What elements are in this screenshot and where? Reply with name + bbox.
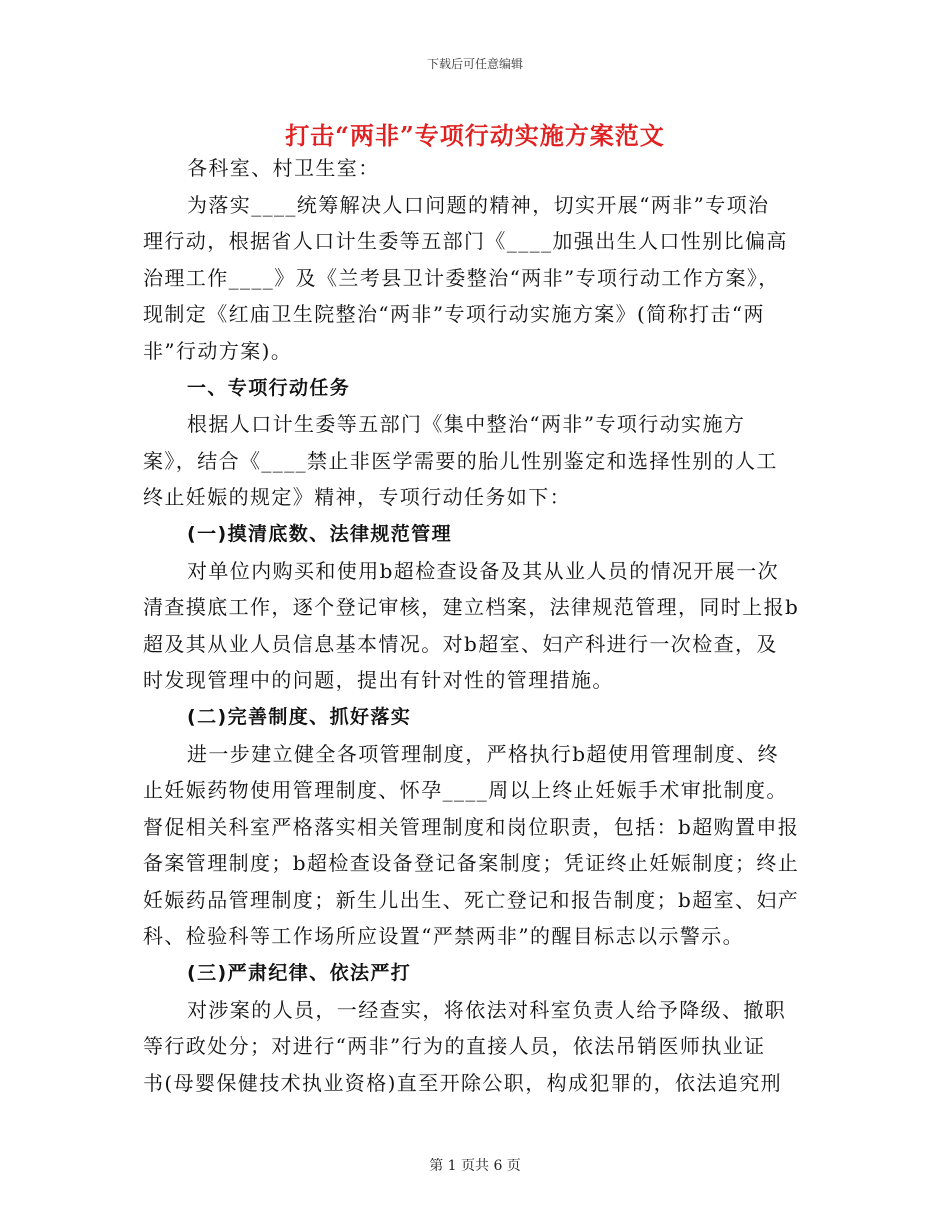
paragraph-line: 妊娠药品管理制度；新生儿出生、死亡登记和报告制度；b超室、妇产 bbox=[143, 887, 800, 912]
section-heading: 一、专项行动任务 bbox=[187, 376, 351, 399]
page-footer: 第 1 页共 6 页 bbox=[429, 1158, 521, 1174]
paragraph-line: 对单位内购买和使用b超检查设备及其从业人员的情况开展一次 bbox=[187, 558, 780, 583]
paragraph-line: 对涉案的人员，一经查实，将依法对科室负责人给予降级、撤职 bbox=[187, 997, 787, 1022]
paragraph-line: 等行政处分；对进行“两非”行为的直接人员，依法吊销医师执业证 bbox=[143, 1034, 766, 1059]
paragraph-line: 备案管理制度；b超检查设备登记备案制度；凭证终止妊娠制度；终止 bbox=[143, 851, 800, 876]
paragraph-line: 时发现管理中的问题，提出有针对性的管理措施。 bbox=[143, 668, 614, 693]
page-header: 下载后可任意编辑 bbox=[426, 57, 523, 71]
section-heading: (三)严肃纪律、依法严打 bbox=[187, 962, 412, 985]
paragraph-line: 科、检验科等工作场所应设置“严禁两非”的醒目标志以示警示。 bbox=[143, 924, 745, 949]
paragraph-line: 超及其从业人员信息基本情况。对b超室、妇产科进行一次检查，及 bbox=[143, 631, 778, 656]
paragraph-line: 书(母婴保健技术执业资格)直至开除公职，构成犯罪的，依法追究刑 bbox=[143, 1070, 783, 1095]
paragraph-line: 各科室、村卫生室： bbox=[187, 156, 380, 180]
paragraph-line: 督促相关科室严格落实相关管理制度和岗位职责，包括：b超购置申报 bbox=[143, 814, 800, 839]
section-heading: (二)完善制度、抓好落实 bbox=[187, 705, 412, 728]
document-body bbox=[143, 150, 808, 1101]
paragraph-line: 案》，结合《____禁止非医学需要的胎儿性别鉴定和选择性别的人工 bbox=[143, 448, 778, 473]
document-title: 打击“两非”专项行动实施方案范文 bbox=[285, 121, 665, 150]
paragraph-line: 止妊娠药物使用管理制度、怀孕____周以上终止妊娠手术审批制度。 bbox=[143, 778, 788, 803]
paragraph-line: 根据人口计生委等五部门《集中整治“两非”专项行动实施方 bbox=[187, 412, 746, 437]
paragraph-line: 现制定《红庙卫生院整治“两非”专项行动实施方案》(简称打击“两 bbox=[143, 302, 765, 327]
paragraph-line: 进一步建立健全各项管理制度，严格执行b超使用管理制度、终 bbox=[187, 741, 780, 766]
paragraph-line: 治理工作____》及《兰考县卫计委整治“两非”专项行动工作方案》， bbox=[143, 265, 780, 290]
paragraph-line: 为落实____统筹解决人口问题的精神，切实开展“两非”专项治 bbox=[187, 192, 770, 217]
section-heading: (一)摸清底数、法律规范管理 bbox=[187, 522, 452, 545]
paragraph-line: 终止妊娠的规定》精神，专项行动任务如下： bbox=[143, 485, 571, 510]
paragraph-line: 非”行动方案)。 bbox=[143, 338, 293, 363]
paragraph-line: 清查摸底工作，逐个登记审核，建立档案，法律规范管理，同时上报b bbox=[143, 595, 800, 620]
paragraph-line: 理行动，根据省人口计生委等五部门《____加强出生人口性别比偏高 bbox=[143, 229, 788, 254]
